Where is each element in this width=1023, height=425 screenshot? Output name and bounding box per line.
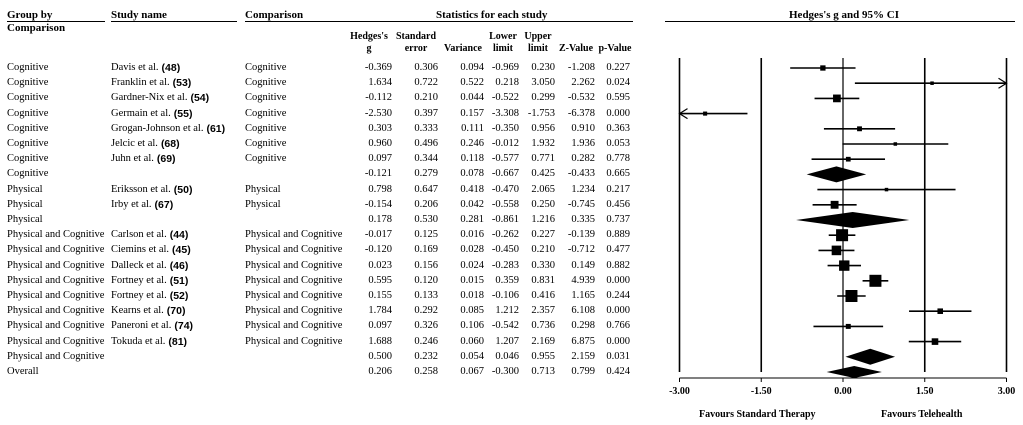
x-tick-label: 1.50 — [916, 386, 934, 397]
hedges-g-cell: 0.206 — [368, 366, 392, 377]
upper-limit-cell: 0.230 — [531, 62, 555, 73]
effect-marker — [846, 157, 851, 162]
hedges-g-cell: 0.097 — [368, 320, 392, 332]
lower-limit-cell: -0.470 — [491, 183, 519, 195]
variance-cell: 0.078 — [460, 168, 484, 180]
p-value-cell: 0.737 — [606, 214, 630, 225]
upper-limit-cell: 1.932 — [531, 138, 555, 149]
effect-marker — [836, 229, 848, 241]
effect-marker — [832, 246, 842, 256]
variance-cell: 0.067 — [460, 366, 484, 377]
upper-limit-cell: 0.771 — [531, 153, 555, 165]
p-value-cell: 0.456 — [606, 198, 630, 210]
comparison-cell: Physical — [245, 183, 281, 195]
z-value-cell: 0.298 — [571, 320, 595, 332]
reference-cell: (50) — [173, 183, 193, 196]
study-name-cell: Fortney et al. — [111, 274, 167, 286]
lower-limit-cell: -0.577 — [491, 153, 519, 165]
upper-limit-cell: 0.250 — [531, 198, 555, 210]
lower-limit-cell: 0.359 — [495, 274, 519, 286]
plot-title: Hedges's g and 95% CI — [789, 9, 900, 21]
reference-cell: (70) — [166, 305, 186, 318]
comparison-cell: Cognitive — [245, 122, 287, 134]
x-tick-label: 0.00 — [834, 386, 852, 397]
upper-limit-cell: 3.050 — [531, 77, 555, 89]
p-value-cell: 0.766 — [606, 320, 630, 332]
group-cell: Cognitive — [7, 168, 49, 180]
comparison-header: Comparison — [245, 9, 304, 21]
comparison-cell: Cognitive — [245, 107, 287, 119]
upper-limit-cell: 2.169 — [531, 335, 555, 347]
comparison-cell: Physical and Cognitive — [245, 244, 343, 256]
lower-limit-cell: -0.667 — [491, 168, 519, 180]
study-name-cell: Ciemins et al. — [111, 244, 170, 256]
effect-marker — [839, 260, 849, 270]
p-value-cell: 0.053 — [606, 138, 630, 149]
effect-marker — [820, 65, 825, 70]
group-cell: Cognitive — [7, 62, 49, 73]
se-cell: 0.169 — [414, 244, 438, 256]
lower-header-line2: limit — [493, 43, 513, 54]
upper-limit-cell: 0.227 — [531, 229, 555, 241]
variance-cell: 0.106 — [460, 320, 484, 332]
group-cell: Cognitive — [7, 122, 49, 134]
p-value-cell: 0.000 — [606, 335, 630, 347]
study-name-cell: Gardner-Nix et al. — [111, 92, 188, 104]
hedges-g-cell: -0.369 — [364, 62, 392, 73]
se-cell: 0.133 — [414, 290, 438, 301]
group-cell: Cognitive — [7, 107, 49, 119]
comparison-cell: Physical and Cognitive — [245, 290, 343, 301]
se-cell: 0.496 — [414, 138, 438, 149]
variance-cell: 0.085 — [460, 305, 484, 317]
z-value-cell: 0.335 — [571, 214, 595, 225]
z-value-cell: 1.234 — [571, 183, 595, 195]
reference-cell: (74) — [174, 320, 194, 333]
reference-cell: (68) — [160, 138, 180, 150]
group-cell: Physical and Cognitive — [7, 259, 105, 271]
hedges-g-cell: 0.500 — [368, 350, 392, 362]
effect-marker — [831, 201, 839, 209]
z-value-cell: 2.159 — [571, 350, 595, 362]
group-cell: Physical and Cognitive — [7, 320, 105, 332]
upper-limit-cell: 0.831 — [531, 274, 555, 286]
upper-limit-cell: 1.216 — [531, 214, 555, 225]
variance-cell: 0.028 — [460, 244, 484, 256]
study-name-cell: Grogan-Johnson et al. — [111, 122, 204, 134]
upper-limit-cell: -1.753 — [527, 107, 555, 119]
group-cell: Physical — [7, 198, 43, 210]
p-value-cell: 0.000 — [606, 305, 630, 317]
comparison-cell: Physical — [245, 198, 281, 210]
effect-marker — [846, 324, 851, 329]
comparison-cell: Cognitive — [245, 153, 287, 165]
variance-cell: 0.281 — [460, 214, 484, 225]
variance-cell: 0.015 — [460, 274, 484, 286]
hedges-g-cell: 0.023 — [368, 259, 392, 271]
reference-cell: (55) — [173, 107, 193, 120]
effect-marker — [885, 188, 889, 192]
z-value-cell: -0.139 — [567, 229, 595, 241]
group-cell: Physical and Cognitive — [7, 244, 105, 256]
p-value-cell: 0.024 — [606, 77, 630, 89]
x-tick-label: 3.00 — [997, 386, 1016, 397]
comparison-cell: Physical and Cognitive — [245, 229, 343, 241]
reference-cell: (54) — [190, 92, 210, 105]
se-cell: 0.722 — [414, 77, 438, 89]
p-value-cell: 0.000 — [606, 107, 630, 119]
p-value-cell: 0.424 — [606, 366, 630, 377]
se-cell: 0.306 — [414, 62, 438, 73]
comparison-cell: Cognitive — [245, 92, 287, 104]
z-value-cell: 1.165 — [571, 290, 595, 301]
hedges-g-cell: 0.155 — [368, 290, 392, 301]
z-value-cell: 6.108 — [571, 305, 595, 317]
hedges-g-cell: 0.960 — [368, 138, 392, 149]
study-name-cell: Eriksson et al. — [111, 183, 171, 195]
comparison-cell: Physical and Cognitive — [245, 305, 343, 317]
upper-limit-cell: 0.299 — [531, 92, 555, 104]
effect-marker — [845, 290, 857, 302]
variance-cell: 0.111 — [461, 122, 484, 134]
comparison-cell: Cognitive — [245, 62, 287, 73]
study-name-cell: Franklin et al. — [111, 77, 170, 89]
comparison-sub-header: Comparison — [7, 22, 66, 34]
lower-limit-cell: -0.262 — [491, 229, 519, 241]
favours-left-label: Favours Standard Therapy — [699, 409, 816, 420]
stats-title: Statistics for each study — [436, 9, 548, 21]
se-cell: 0.232 — [414, 350, 438, 362]
lower-limit-cell: 0.046 — [495, 350, 519, 362]
lower-limit-cell: -0.542 — [491, 320, 519, 332]
effect-marker — [833, 95, 841, 103]
hedges-g-cell: -0.120 — [364, 244, 392, 256]
se-cell: 0.125 — [414, 229, 438, 241]
effect-marker — [869, 275, 881, 287]
p-value-cell: 0.595 — [606, 92, 630, 104]
effect-marker — [937, 308, 943, 314]
hedges-header-line2: g — [366, 43, 372, 54]
p-value-cell: 0.882 — [606, 259, 630, 271]
z-value-cell: 6.875 — [571, 335, 595, 347]
group-cell: Physical and Cognitive — [7, 335, 105, 347]
p-value-cell: 0.665 — [606, 168, 630, 180]
variance-cell: 0.418 — [460, 183, 484, 195]
z-value-cell: 0.149 — [571, 259, 595, 271]
comparison-cell: Physical and Cognitive — [245, 259, 343, 271]
hedges-g-cell: -0.154 — [364, 198, 392, 210]
reference-cell: (45) — [172, 244, 191, 257]
reference-cell: (44) — [169, 229, 189, 242]
reference-cell: (81) — [168, 335, 188, 348]
x-tick-label: -1.50 — [750, 386, 772, 397]
group-cell: Physical and Cognitive — [7, 305, 105, 317]
variance-cell: 0.118 — [460, 153, 484, 165]
comparison-cell: Physical and Cognitive — [245, 274, 343, 286]
study-name-cell: Dalleck et al. — [111, 259, 167, 271]
se-cell: 0.530 — [414, 214, 438, 225]
lower-limit-cell: -0.450 — [491, 244, 519, 256]
study-name-cell: Jelcic et al. — [111, 138, 158, 149]
hedges-g-cell: 1.634 — [368, 77, 392, 89]
se-cell: 0.206 — [414, 198, 438, 210]
group-cell: Physical — [7, 183, 43, 195]
hedges-g-cell: -0.112 — [365, 92, 392, 104]
reference-cell: (52) — [169, 290, 189, 302]
reference-cell: (61) — [206, 122, 226, 135]
variance-cell: 0.246 — [460, 138, 484, 149]
group-cell: Cognitive — [7, 92, 49, 104]
hedges-g-cell: 1.688 — [368, 335, 392, 347]
hedges-g-cell: 0.595 — [368, 274, 392, 286]
upper-limit-cell: 0.713 — [531, 366, 555, 377]
group-cell: Physical and Cognitive — [7, 290, 105, 301]
hedges-g-cell: 0.303 — [368, 122, 392, 134]
reference-cell: (53) — [172, 77, 192, 90]
group-cell: Cognitive — [7, 153, 49, 165]
study-name-cell: Irby et al. — [111, 198, 152, 210]
group-by-header: Group by — [7, 9, 53, 21]
upper-limit-cell: 0.736 — [531, 320, 555, 332]
comparison-cell: Physical and Cognitive — [245, 320, 343, 332]
reference-cell: (69) — [156, 153, 176, 166]
upper-limit-cell: 0.416 — [531, 290, 555, 301]
lower-limit-cell: -0.283 — [491, 259, 519, 271]
lower-limit-cell: -0.558 — [491, 198, 519, 210]
hedges-g-cell: 0.798 — [368, 183, 392, 195]
reference-cell: (48) — [161, 62, 181, 74]
upper-limit-cell: 2.357 — [531, 305, 555, 317]
hedges-g-cell: 1.784 — [368, 305, 392, 317]
lower-limit-cell: 1.207 — [495, 335, 519, 347]
study-name-cell: Juhn et al. — [111, 153, 154, 165]
hedges-g-cell: 0.178 — [368, 214, 392, 225]
lower-limit-cell: -0.522 — [491, 92, 519, 104]
group-cell: Cognitive — [7, 138, 49, 149]
lower-limit-cell: 0.218 — [495, 77, 519, 89]
upper-limit-cell: 0.210 — [531, 244, 555, 256]
z-value-cell: 4.939 — [571, 274, 595, 286]
study-name-cell: Fortney et al. — [111, 290, 167, 301]
variance-cell: 0.016 — [460, 229, 484, 241]
subgroup-diamond — [846, 349, 896, 365]
study-name-cell: Paneroni et al. — [111, 320, 172, 332]
effect-marker — [894, 142, 898, 146]
study-name-cell: Tokuda et al. — [111, 335, 166, 347]
se-header-line2: error — [404, 43, 428, 54]
se-cell: 0.120 — [414, 274, 438, 286]
variance-cell: 0.157 — [460, 107, 484, 119]
favours-right-label: Favours Telehealth — [881, 409, 963, 420]
p-value-cell: 0.031 — [606, 350, 630, 362]
variance-cell: 0.018 — [460, 290, 484, 301]
se-cell: 0.326 — [414, 320, 438, 332]
z-value-cell: 0.910 — [571, 122, 595, 134]
subgroup-diamond — [807, 166, 867, 182]
hedges-g-cell: -0.121 — [364, 168, 392, 180]
lower-limit-cell: -0.300 — [491, 366, 519, 377]
p-value-cell: 0.244 — [606, 290, 630, 301]
p-value-cell: 0.227 — [606, 62, 630, 73]
variance-cell: 0.522 — [460, 77, 484, 89]
z-value-cell: -0.745 — [567, 198, 595, 210]
hedges-g-cell: -0.017 — [364, 229, 392, 241]
study-name-cell: Carlson et al. — [111, 229, 167, 241]
upper-limit-cell: 0.425 — [531, 168, 555, 180]
variance-header-line2: Variance — [444, 43, 482, 54]
subgroup-diamond — [796, 212, 909, 228]
x-tick-label: -3.00 — [669, 386, 690, 397]
hedges-g-cell: -2.530 — [364, 107, 392, 119]
se-cell: 0.246 — [414, 335, 438, 347]
upper-header-line1: Upper — [524, 31, 552, 42]
lower-limit-cell: -3.308 — [491, 107, 519, 119]
upper-header-line2: limit — [528, 43, 548, 54]
z-value-cell: 1.936 — [571, 138, 595, 149]
study-name-cell: Kearns et al. — [111, 305, 164, 317]
lower-limit-cell: -0.861 — [491, 214, 519, 225]
z-value-cell: -6.378 — [567, 107, 595, 119]
se-cell: 0.397 — [414, 107, 438, 119]
se-cell: 0.156 — [414, 259, 438, 271]
se-cell: 0.333 — [414, 122, 438, 134]
se-cell: 0.292 — [414, 305, 438, 317]
p-value-cell: 0.363 — [606, 122, 630, 134]
overall-diamond — [827, 366, 882, 378]
lower-limit-cell: -0.012 — [491, 138, 519, 149]
se-cell: 0.279 — [414, 168, 438, 180]
effect-marker — [932, 338, 939, 345]
p-header-line2: p-Value — [598, 43, 632, 54]
reference-cell: (46) — [169, 259, 189, 272]
z-value-cell: -0.712 — [567, 244, 595, 256]
upper-limit-cell: 0.956 — [531, 122, 555, 134]
lower-limit-cell: 1.212 — [495, 305, 519, 317]
variance-cell: 0.042 — [460, 198, 484, 210]
group-cell: Physical and Cognitive — [7, 350, 105, 362]
variance-cell: 0.054 — [460, 350, 484, 362]
upper-limit-cell: 0.330 — [531, 259, 555, 271]
z-value-cell: -0.433 — [567, 168, 595, 180]
lower-header-line1: Lower — [489, 31, 517, 42]
study-name-header: Study name — [111, 9, 167, 21]
reference-cell: (67) — [154, 198, 174, 211]
comparison-cell: Cognitive — [245, 77, 287, 89]
effect-marker — [703, 112, 707, 116]
z-value-cell: -1.208 — [567, 62, 595, 73]
z-value-cell: -0.532 — [567, 92, 595, 104]
z-value-cell: 0.282 — [571, 153, 595, 165]
upper-limit-cell: 2.065 — [531, 183, 555, 195]
p-value-cell: 0.000 — [606, 274, 630, 286]
effect-marker — [930, 81, 934, 85]
se-cell: 0.344 — [414, 153, 438, 165]
upper-limit-cell: 0.955 — [531, 350, 555, 362]
variance-cell: 0.024 — [460, 259, 484, 271]
p-value-cell: 0.778 — [606, 153, 630, 165]
group-cell: Physical and Cognitive — [7, 229, 105, 241]
p-value-cell: 0.889 — [606, 229, 630, 241]
lower-limit-cell: -0.969 — [491, 62, 519, 73]
variance-cell: 0.094 — [460, 62, 484, 73]
lower-limit-cell: -0.350 — [491, 122, 519, 134]
variance-cell: 0.060 — [460, 335, 484, 347]
se-cell: 0.210 — [414, 92, 438, 104]
z-value-cell: 0.799 — [571, 366, 595, 377]
hedges-header-line1: Hedges's — [350, 31, 388, 42]
se-cell: 0.647 — [414, 183, 438, 195]
reference-cell: (51) — [169, 274, 189, 287]
effect-marker — [857, 126, 862, 131]
group-cell: Physical — [7, 214, 43, 225]
lower-limit-cell: -0.106 — [491, 290, 519, 301]
group-cell: Cognitive — [7, 77, 49, 89]
z-value-cell: 2.262 — [571, 77, 595, 89]
comparison-cell: Physical and Cognitive — [245, 335, 343, 347]
se-header-line1: Standard — [395, 31, 436, 42]
comparison-cell: Cognitive — [245, 138, 287, 149]
hedges-g-cell: 0.097 — [368, 153, 392, 165]
group-cell: Overall — [7, 366, 39, 377]
p-value-cell: 0.217 — [606, 183, 630, 195]
study-name-cell: Davis et al. — [111, 62, 159, 73]
study-name-cell: Germain et al. — [111, 107, 171, 119]
group-cell: Physical and Cognitive — [7, 274, 105, 286]
variance-cell: 0.044 — [460, 92, 484, 104]
se-cell: 0.258 — [414, 366, 438, 377]
z-header-line2: Z-Value — [558, 43, 594, 54]
p-value-cell: 0.477 — [606, 244, 630, 256]
